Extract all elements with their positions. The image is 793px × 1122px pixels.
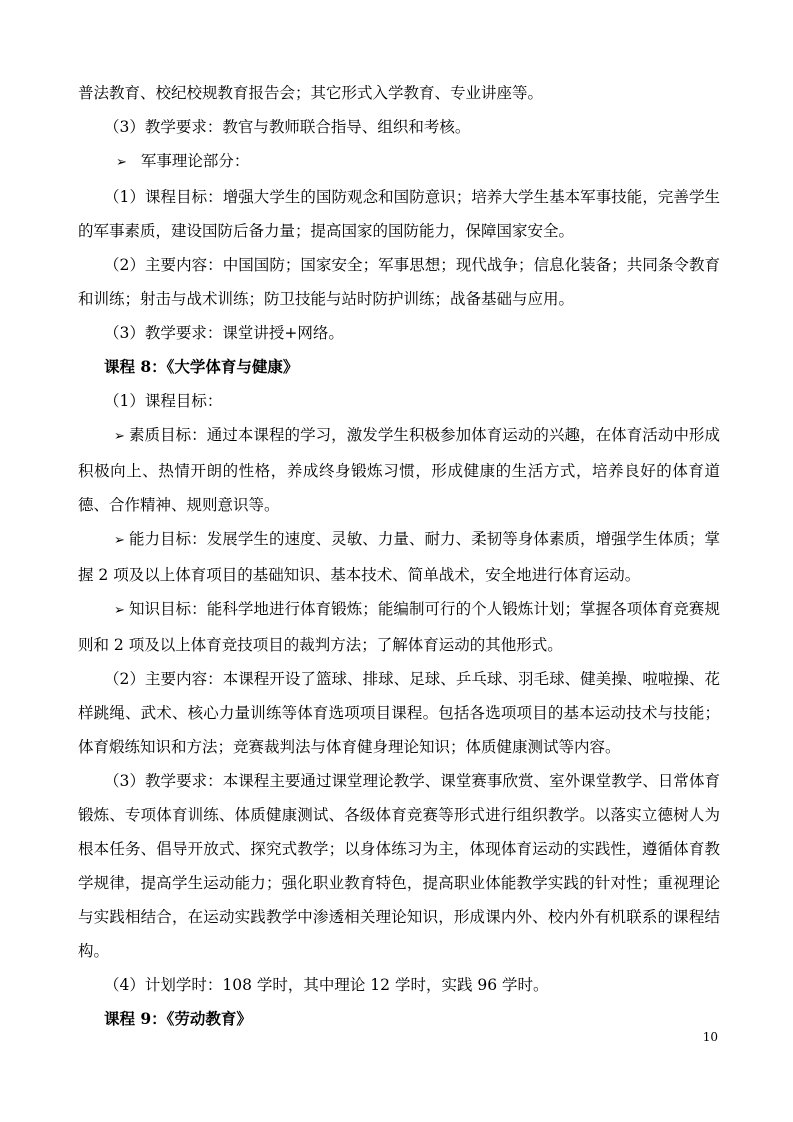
arrow-bullet-icon: ➢ (114, 533, 125, 548)
ability-goal-text: 能力目标：发展学生的速度、灵敏、力量、耐力、柔韧等身体素质，增强学生体质；掌握 2 项及以上体育项目的基础知识、基本技术、简单战术，安全地进行体育运动。 (78, 530, 720, 584)
paragraph-main-content-military: （2）主要内容：中国国防；国家安全；军事思想；现代战争；信息化装备；共同条令教育和训练；射击与战术训练；防卫技能与站时防护训练；战备基础与应用。 (78, 256, 720, 308)
course-8-title: 课程 8：《大学体育与健康》 (104, 357, 299, 376)
paragraph-course-goal-military: （1）课程目标：增强大学生的国防观念和国防意识；培养大学生基本军事技能，完善学生的军事素质，建设国防后备力量；提高国家的国防能力，保障国家安全。 (78, 188, 720, 240)
paragraph-law-education: 普法教育、校纪校规教育报告会；其它形式入学教育、专业讲座等。 (78, 84, 544, 102)
quality-goal-text: 素质目标：通过本课程的学习，激发学生积极参加体育运动的兴趣，在体育活动中形成积极向上、热情开朗的性格，养成终身锻炼习惯，形成健康的生活方式，培养良好的体育道德、合作精神、规则意识等。 (78, 426, 720, 514)
knowledge-goal-text: 知识目标：能科学地进行体育锻炼；能编制可行的个人锻炼计划；掌握各项体育竞赛规则和 2 项及以上体育竞技项目的裁判方法；了解体育运动的其他形式。 (78, 600, 720, 654)
paragraph-teaching-requirement-military: （3）教学要求：课堂讲授+网络。 (104, 324, 344, 342)
paragraph-quality-goal (78, 418, 720, 522)
arrow-bullet-icon: ➢ (114, 603, 125, 618)
course-9-title: 课程 9：《劳动教育》 (104, 1009, 252, 1028)
paragraph-main-content-pe: （2）主要内容：本课程开设了篮球、排球、足球、乒乓球、羽毛球、健美操、啦啦操、花样跳绳、武术、核心力量训练等体育选项项目课程。包括各选项项目的基本运动技术与技能；体育煅练知识和方法；竞赛裁判法与体育健身理论知识；体质健康测试等内容。 (78, 670, 720, 756)
paragraph-teaching-requirement-pe: （3）教学要求：本课程主要通过课堂理论教学、课堂赛事欣赏、室外课堂教学、日常体育锻炼、专项体育训练、体质健康测试、各级体育竞赛等形式进行组织教学。以落实立德树人为根本任务、倡导开放式、探究式教学；以身体练习为主，体现体育运动的实践性，遵循体育教学规律，提高学生运动能力；强化职业教育特色，提高职业体能教学实践的针对性；重视理论与实践相结合，在运动实践教学中渗透相关理论知识，形成课内外、校内外有机联系的课程结构。 (78, 772, 720, 960)
paragraph-ability-goal (78, 522, 720, 592)
section-military-theory (78, 144, 720, 180)
paragraph-course-goal-pe: （1）课程目标： (104, 392, 223, 410)
page-number: 10 (702, 1030, 718, 1044)
paragraph-teaching-requirement-1: （3）教学要求：教官与教师联合指导、组织和考核。 (104, 118, 471, 136)
document-body (78, 76, 720, 1036)
paragraph-planned-hours: （4）计划学时：108 学时，其中理论 12 学时，实践 96 学时。 (104, 976, 549, 994)
paragraph-knowledge-goal (78, 592, 720, 662)
arrow-bullet-icon: ➢ (116, 155, 127, 170)
arrow-bullet-icon: ➢ (114, 429, 125, 444)
section-military-theory-label: 军事理论部分： (140, 152, 250, 170)
